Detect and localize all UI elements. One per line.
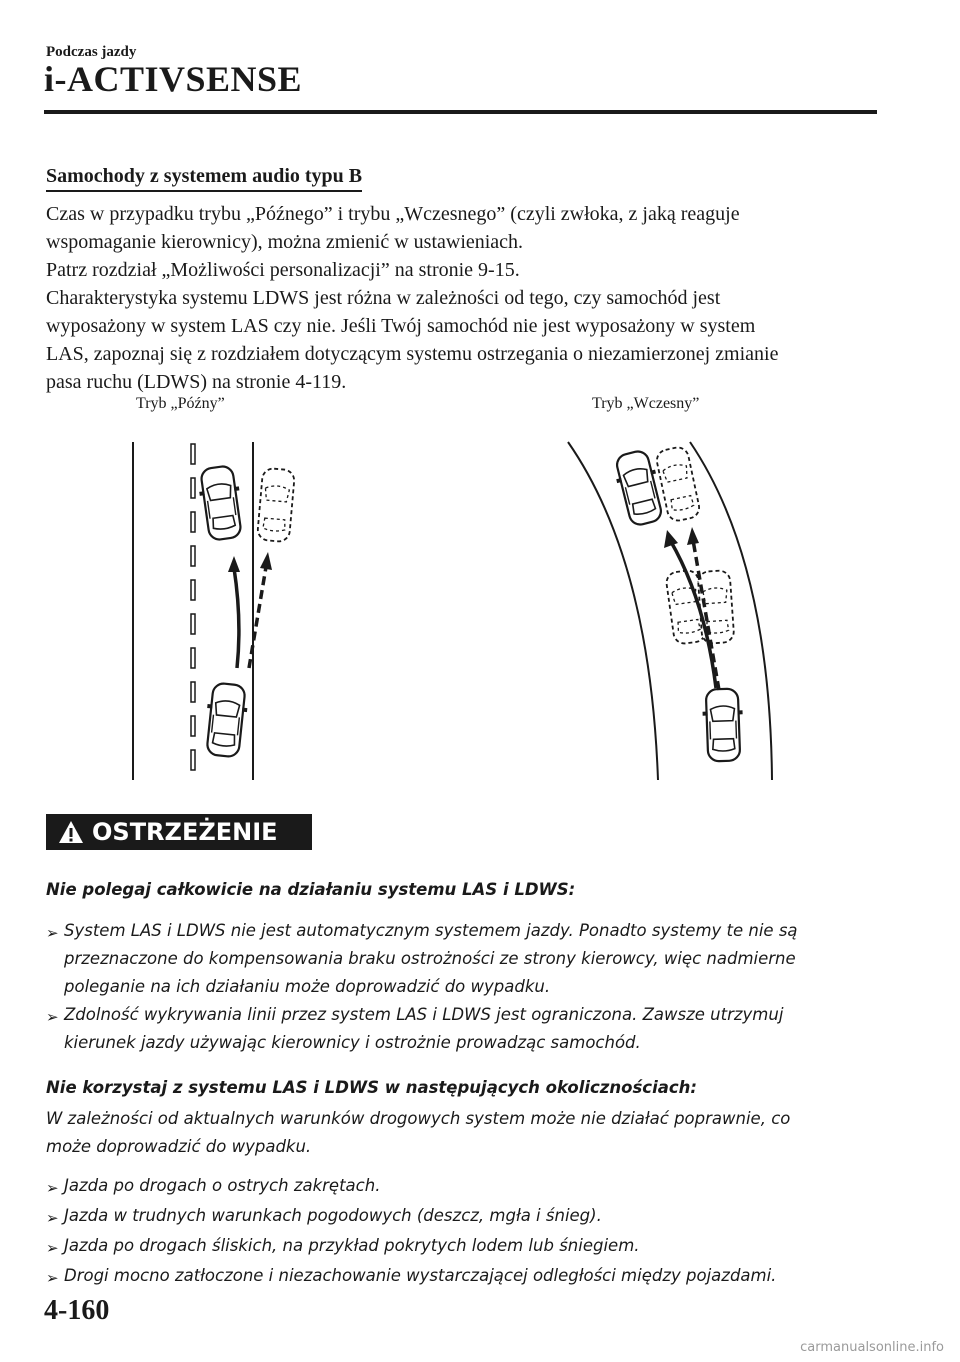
lane-assist-illustration bbox=[0, 420, 960, 790]
arrow-bullet-icon: ➢ bbox=[46, 1209, 59, 1227]
intro-line: wspomaganie kierownicy), można zmienić w ustawieniach. bbox=[46, 231, 524, 253]
list-item: ➢ Drogi mocno zatłoczone i niezachowanie wystarczającej odległości między pojazdami. bbox=[46, 1262, 776, 1292]
arrow-bullet-icon: ➢ bbox=[46, 1179, 59, 1197]
arrow-bullet-icon: ➢ bbox=[46, 1269, 59, 1287]
warning-label: OSTRZEŻENIE bbox=[92, 818, 278, 846]
early-mode-diagram bbox=[568, 442, 772, 780]
warning-list-2 bbox=[46, 1172, 776, 1292]
warning-heading-1: Nie polegaj całkowicie na działaniu systemu LAS i LDWS: bbox=[46, 880, 576, 899]
intro-line: Patrz rozdział „Możliwości personalizacji” na stronie 9-15. bbox=[46, 259, 520, 281]
arrow-bullet-icon: ➢ bbox=[46, 1008, 59, 1026]
intro-paragraph bbox=[46, 200, 886, 396]
intro-line: wyposażony w system LAS czy nie. Jeśli Twój samochód nie jest wyposażony w system bbox=[46, 315, 756, 337]
intro-line: pasa ruchu (LDWS) na stronie 4-119. bbox=[46, 371, 347, 393]
intro-line: LAS, zapoznaj się z rozdziałem dotyczącym systemu ostrzegania o niezamierzonej zmianie bbox=[46, 343, 779, 365]
warning-list-1 bbox=[46, 917, 906, 1057]
header-rule bbox=[44, 110, 877, 114]
arrow-bullet-icon: ➢ bbox=[46, 1239, 59, 1257]
warning-banner bbox=[46, 814, 312, 850]
subsection-title: Samochody z systemem audio typu B bbox=[46, 165, 362, 192]
list-item: ➢ Jazda po drogach o ostrych zakrętach. bbox=[46, 1172, 776, 1202]
watermark: carmanualsonline.info bbox=[800, 1340, 944, 1355]
caption-early-mode: Tryb „Wczesny” bbox=[592, 395, 700, 412]
caption-late-mode: Tryb „Późny” bbox=[136, 395, 225, 412]
list-item: ➢ Jazda po drogach śliskich, na przykład pokrytych lodem lub śniegiem. bbox=[46, 1232, 776, 1262]
exclamation-triangle-icon bbox=[58, 819, 84, 845]
arrow-bullet-icon: ➢ bbox=[46, 924, 59, 942]
warning-heading-2: Nie korzystaj z systemu LAS i LDWS w następujących okolicznościach: bbox=[46, 1078, 697, 1097]
intro-line: Czas w przypadku trybu „Późnego” i trybu „Wczesnego” (czyli zwłoka, z jaką reaguje bbox=[46, 203, 740, 225]
late-mode-diagram bbox=[133, 442, 295, 780]
list-item: ➢ Zdolność wykrywania linii przez system LAS i LDWS jest ograniczona. Zawsze utrzymuj kierunek jazdy używając kierownicy i ostrożnie prowadząc samochód. bbox=[46, 1001, 906, 1057]
chapter-title: i-ACTIVSENSE bbox=[44, 59, 303, 99]
list-item: ➢ System LAS i LDWS nie jest automatycznym systemem jazdy. Ponadto systemy te nie są przeznaczone do kompensowania braku ostrożności ze strony kierowcy, więc nadmierne poleganie na ich działaniu może doprowadzić do wypadku. bbox=[46, 917, 906, 1001]
page-number: 4-160 bbox=[44, 1295, 110, 1326]
warning-paragraph-2: W zależności od aktualnych warunków drogowych system może nie działać poprawnie, co może doprowadzić do wypadku. bbox=[46, 1109, 791, 1156]
section-kicker: Podczas jazdy bbox=[46, 44, 137, 60]
intro-line: Charakterystyka systemu LDWS jest różna w zależności od tego, czy samochód jest bbox=[46, 287, 721, 309]
list-item: ➢ Jazda w trudnych warunkach pogodowych (deszcz, mgła i śnieg). bbox=[46, 1202, 776, 1232]
